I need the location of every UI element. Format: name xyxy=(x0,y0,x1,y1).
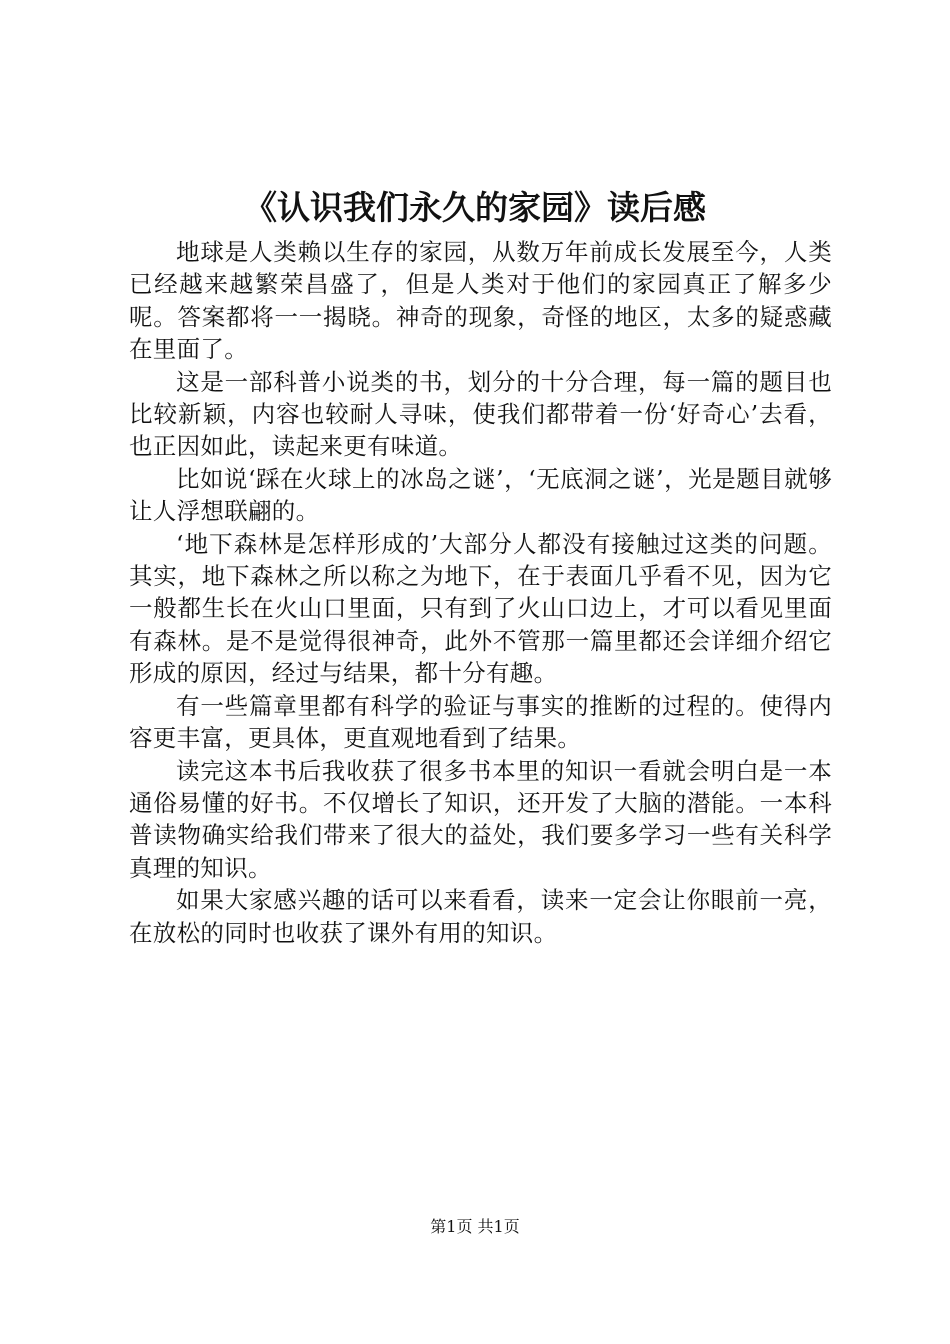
paragraph-7: 如果大家感兴趣的话可以来看看，读来一定会让你眼前一亮，在放松的同时也收获了课外有用的知识。 xyxy=(129,886,832,947)
paragraph-5: 有一些篇章里都有科学的验证与事实的推断的过程的。使得内容更丰富，更具体，更直观地看到了结果。 xyxy=(129,691,832,753)
paragraph-6: 读完这本书后我收获了很多书本里的知识一看就会明白是一本通俗易懂的好书。不仅增长了知识，还开发了大脑的潜能。一本科普读物确实给我们带来了很大的益处，我们要多学习一些有关科学真理的知识。 xyxy=(129,756,832,882)
paragraph-1: 地球是人类赖以生存的家园，从数万年前成长发展至今，人类已经越来越繁荣昌盛了，但是人类对于他们的家园真正了解多少呢。答案都将一一揭晓。神奇的现象，奇怪的地区，太多的疑惑藏在里面了。 xyxy=(129,238,832,364)
page-number-footer: 第1页 共1页 xyxy=(430,1217,520,1236)
document-title: 《认识我们永久的家园》读后感 xyxy=(244,188,706,227)
paragraph-4: ‘地下森林是怎样形成的’大部分人都没有接触过这类的问题。其实，地下森林之所以称之为地下，在于表面几乎看不见，因为它一般都生长在火山口里面，只有到了火山口边上，才可以看见里面有森林。是不是觉得很神奇，此外不管那一篇里都还会详细介绍它形成的原因，经过与结果，都十分有趣。 xyxy=(129,529,832,688)
paragraph-2: 这是一部科普小说类的书，划分的十分合理，每一篇的题目也比较新颖，内容也较耐人寻味，使我们都带着一份‘好奇心’去看，也正因如此，读起来更有味道。 xyxy=(129,367,832,461)
paragraph-3: 比如说‘踩在火球上的冰岛之谜’，‘无底洞之谜’，光是题目就够让人浮想联翩的。 xyxy=(129,464,832,526)
document-body xyxy=(129,236,832,949)
